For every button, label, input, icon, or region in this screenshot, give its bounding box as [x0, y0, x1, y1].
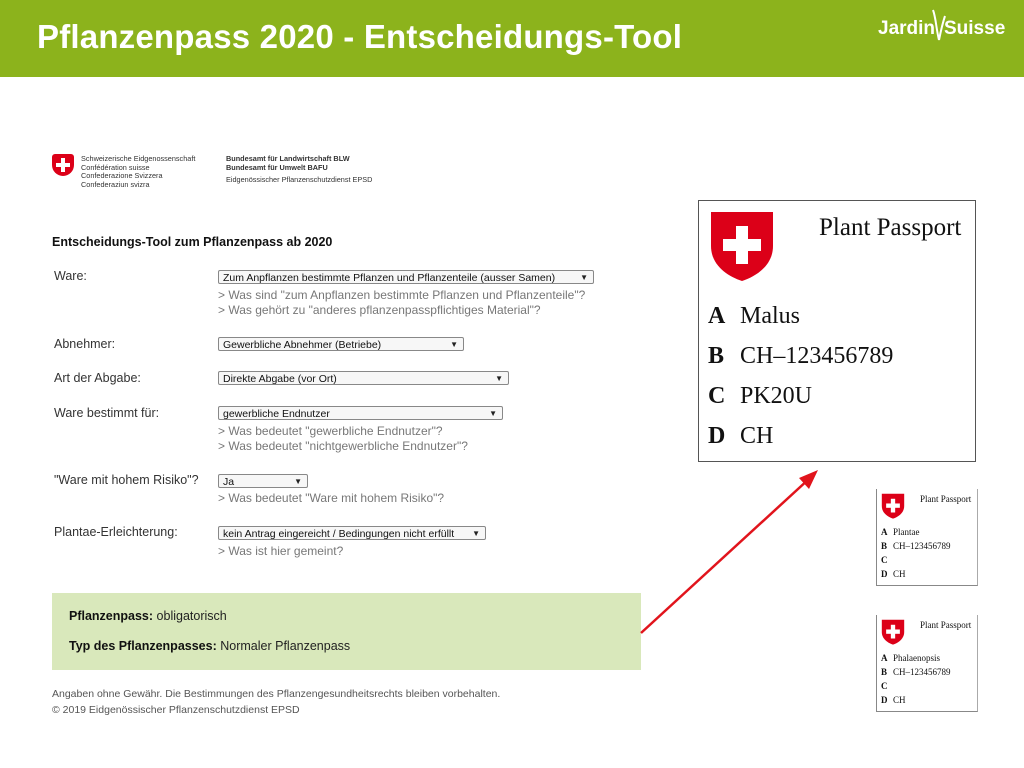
abgabe-select-value: Direkte Abgabe (vor Ort)	[223, 373, 337, 385]
bestimmt-select-value: gewerbliche Endnutzer	[223, 408, 330, 420]
dropdown-arrow-icon: ▼	[294, 477, 302, 486]
passport-value-a: Malus	[740, 303, 800, 329]
passport-letter-d: D	[881, 695, 888, 705]
passport-letter-b: B	[881, 541, 888, 551]
plantae-label: Plantae-Erleichterung:	[54, 525, 178, 539]
passport-letter-c: C	[881, 555, 888, 565]
passport-value-d: CH	[740, 423, 774, 449]
dropdown-arrow-icon: ▼	[450, 340, 458, 349]
passport-row-b	[708, 343, 893, 370]
passport-title: Plant Passport	[920, 494, 972, 504]
abnehmer-select-value: Gewerbliche Abnehmer (Betriebe)	[223, 339, 382, 351]
bestimmt-help-link-1[interactable]: > Was bedeutet "gewerbliche Endnutzer"?	[218, 424, 443, 438]
brand-word-suisse: Suisse	[944, 18, 1006, 39]
risiko-help-link[interactable]: > Was bedeutet "Ware mit hohem Risiko"?	[218, 491, 445, 505]
ware-help-link-2[interactable]: > Was gehört zu "anderes pflanzenpasspflichtiges Material"?	[218, 303, 541, 317]
passport-value-a: Phalaenopsis	[893, 653, 940, 663]
passport-letter-d: D	[708, 423, 726, 449]
gov-name-line: Schweizerische Eidgenossenschaft	[81, 154, 196, 163]
passport-value-d: CH	[893, 569, 906, 579]
dropdown-arrow-icon: ▼	[489, 409, 497, 418]
passport-letter-a: A	[881, 653, 888, 663]
plantae-help-link[interactable]: > Was ist hier gemeint?	[218, 544, 344, 558]
passport-title: Plant Passport	[819, 214, 962, 241]
plant-passport-small-1	[876, 489, 978, 586]
gov-name-line: Confederazione Svizzera	[81, 171, 163, 181]
swiss-shield-icon	[881, 619, 905, 645]
office-name-line: Bundesamt für Landwirtschaft BLW	[226, 154, 350, 163]
plantae-select-value: kein Antrag eingereicht / Bedingungen nicht erfüllt	[223, 528, 455, 540]
plant-passport-small-2	[876, 615, 978, 712]
passport-row-c	[881, 555, 893, 565]
abnehmer-label: Abnehmer:	[54, 337, 116, 351]
office-name-line: Eidgenössischer Pflanzenschutzdienst EPSD	[226, 175, 373, 185]
risiko-select-value: Ja	[223, 476, 235, 488]
bestimmt-help-link-2[interactable]: > Was bedeutet "nichtgewerbliche Endnutzer"?	[218, 439, 468, 453]
passport-row-a	[881, 527, 920, 537]
slide-title: Pflanzenpass 2020 - Entscheidungs-Tool	[37, 18, 683, 55]
passport-letter-a: A	[708, 303, 726, 329]
ware-help-link-1[interactable]: > Was sind "zum Anpflanzen bestimmte Pflanzen und Pflanzenteile"?	[218, 288, 586, 302]
passport-letter-c: C	[708, 383, 726, 409]
passport-row-c	[708, 383, 812, 410]
ware-select-value: Zum Anpflanzen bestimmte Pflanzen und Pflanzenteile (ausser Samen)	[223, 272, 556, 284]
passport-value-b: CH–123456789	[893, 667, 951, 677]
result-type-value: Normaler Pflanzenpass	[220, 639, 351, 653]
passport-row-a	[708, 303, 800, 330]
passport-letter-a: A	[881, 527, 888, 537]
passport-value-a: Plantae	[893, 527, 920, 537]
plant-passport-large	[698, 200, 976, 462]
passport-value-d: CH	[893, 695, 906, 705]
brand-word-jardin: Jardin	[878, 18, 936, 39]
passport-letter-b: B	[708, 343, 725, 369]
bestimmt-label: Ware bestimmt für:	[54, 406, 160, 420]
passport-title: Plant Passport	[920, 620, 972, 630]
passport-row-a	[881, 653, 940, 663]
passport-value-b: CH–123456789	[893, 541, 951, 551]
disclaimer-text: Angaben ohne Gewähr. Die Bestimmungen des Pflanzengesundheitsrechts bleiben vorbehalten.	[52, 688, 501, 700]
gov-name-line: Confédération suisse	[81, 162, 150, 172]
abgabe-label: Art der Abgabe:	[54, 371, 141, 385]
passport-row-d	[708, 423, 773, 450]
dropdown-arrow-icon: ▼	[472, 529, 480, 538]
passport-row-b	[881, 541, 951, 551]
ware-label: Ware:	[54, 269, 87, 283]
passport-row-b	[881, 667, 951, 677]
copyright-text: © 2019 Eidgenössischer Pflanzenschutzdienst EPSD	[52, 704, 300, 716]
office-name-line: Bundesamt für Umwelt BAFU	[226, 162, 328, 172]
result-obligation-key: Pflanzenpass:	[69, 609, 154, 623]
result-obligation-value: obligatorisch	[156, 609, 227, 623]
passport-row-c	[881, 681, 893, 691]
passport-value-c: PK20U	[740, 383, 813, 409]
dropdown-arrow-icon: ▼	[580, 273, 588, 282]
result-type-key: Typ des Pflanzenpasses:	[69, 639, 217, 653]
form-title: Entscheidungs-Tool zum Pflanzenpass ab 2020	[52, 235, 333, 249]
swiss-shield-icon	[709, 210, 775, 282]
passport-letter-c: C	[881, 681, 888, 691]
swiss-shield-icon	[881, 493, 905, 519]
risiko-label: "Ware mit hohem Risiko"?	[54, 473, 199, 487]
passport-row-d	[881, 695, 906, 705]
passport-letter-d: D	[881, 569, 888, 579]
passport-row-d	[881, 569, 906, 579]
gov-name-line: Confederaziun svizra	[81, 179, 150, 189]
passport-letter-b: B	[881, 667, 888, 677]
passport-value-b: CH–123456789	[740, 343, 894, 369]
dropdown-arrow-icon: ▼	[495, 374, 503, 383]
